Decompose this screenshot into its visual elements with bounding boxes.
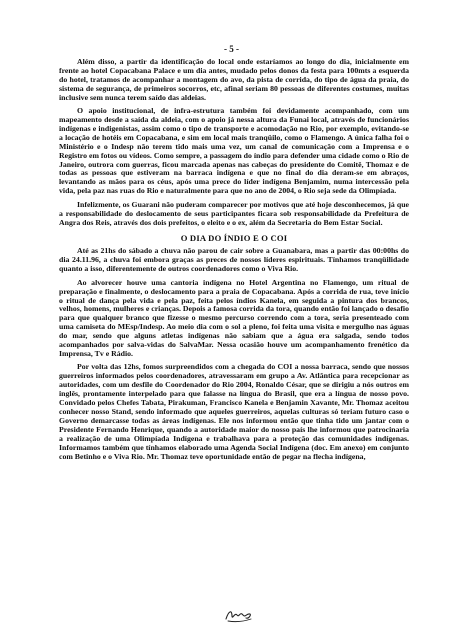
document-body: [59, 58, 409, 466]
page-number: - 5 -: [224, 44, 239, 54]
handwritten-signature: [224, 606, 254, 624]
paragraph-venue-setup: Além disso, a partir da identificação do local onde estaríamos ao longo do dia, inicialmente em frente ao hotel Copacabana Palace e um dia antes, mudado pelos donos da festa para 100mts a esquerda do hotel, tratamos de acompanhar a montagem do avo, da pista de corrida, do tipo de água da praia, do sistema de segurança, de primeiros socorros, etc, afinal seriam 80 pessoas de diferentes costumes, muitas inclusive sem nunca terem saído das aldeias.: [59, 57, 409, 102]
paragraph-guarani-absence: Infelizmente, os Guarani não puderam comparecer por motivos que até hoje desconhecemos, já que a responsabilidade do deslocamento de seus participantes ficara sob responsabilidade da Prefeitura de Angra dos Reis, através dos dois prefeitos, o eleito e o ex, além da Secretaria do Bem Estar Social.: [59, 199, 409, 227]
paragraph-ritual: Ao alvorecer houve uma cantoria indígena no Hotel Argentina no Flamengo, um ritual de preparação e finalmente, o deslocamento para a praia de Copacabana. Após a corrida de rua, teve início o ritual de dança pela vida e pela paz, feita pelos índios Kanela, em seguida a pintura dos brancos, velhos, homens, mulheres e crianças. Depois a famosa corrida da tora, quando então foi lançado o desafio para que qualquer branco que fizesse o mesmo percurso correndo com a tora, seria presenteado com uma camiseta do MEsp/Indesp. Ao meio dia com o sol a pleno, foi feita uma visita e mergulho nas águas do mar, sendo que alguns atletas indígenas não sabiam que a água era salgada, sendo todos acompanhados por salva-vidas do SalvaMar. Nessa ocasião houve um acompanhamento frenético da Imprensa, Tv e Rádio.: [59, 277, 409, 358]
paragraph-institutional-support: O apoio institucional, de infra-estrutura também foi devidamente acompanhado, com um mapeamento desde a saída da aldeia, com o apoio já nessa altura da Funai local, através de funcionários indígenas e indigenistas, assim como o tipo de transporte e acomodação no Rio, por exemplo, evitando-se a locação de hotéis em Copacabana, e sim em local mais tranqüilo, como o Flamengo. A única falha foi o Ministério e o Indesp não terem tido mais uma vez, um canal de comunicação com a Imprensa e o Registro em fotos ou vídeos. Como sempre, a passagem do índio para defender uma cidade como o Rio de Janeiro, outrora com guerras, ficou marcada apenas nas cabeças do presidente do Comitê, Thomaz e de todas as pessoas que estiveram na barraca indígena e que no final do dia deram-se em abraços, levantando as mãos para os céus, após uma prece do líder indígena Benjamim, numa intercessão pela vida, pela paz nas ruas do Rio e naturalmente para que no ano de 2004, o Rio seja sede da Olimpíada.: [59, 106, 409, 196]
paragraph-coi-visit: Por volta das 12hs, fomos surpreendidos com a chegada do COI a nossa barraca, sendo que nossos guerreiros informados pelos coordenadores, atravessaram em grupo a Av. Atlântica para recepcionar as autoridades, com um desfile do Coordenador do Rio 2004, Ronaldo César, que se dirigiu a nós outros em inglês, prontamente interpelado para que falasse na língua do Brasil, que era a língua de nosso povo. Convidado pelos Chefes Tabata, Pirakuman, Francisco Kanela e Benjamin Xavante, Mr. Thomaz aceitou conhecer nosso Stand, sendo informado que aqueles guerreiros, aquelas culturas só teriam futuro caso o Governo demarcasse todas as áreas indígenas. Ele nos informou então que tinha tido um jantar com o Presidente Fernando Henrique, quando a autoridade maior do nosso país lhe informou que patrocinaria a realização de uma Olimpíada Indígena e trabalhava para a proteção das comunidades indígenas. Informamos também que tínhamos elaborado uma Agenda Social Indígena (doc. Em anexo) em conjunto com Betinho e o Viva Rio. Mr. Thomaz teve oportunidade então de pegar na flecha indígena,: [59, 362, 409, 461]
paragraph-rain: Até as 21hs do sábado a chuva não parou de cair sobre a Guanabara, mas a partir das 00:00hs do dia 24.11.96, a chuva foi embora graças as preces de nossos líderes espirituais. Tínhamos tranqüilidade quanto a isso, diferentemente de outros coordenadores como o Viva Rio.: [59, 246, 409, 274]
section-heading: O DIA DO ÍNDIO E O COI: [180, 232, 288, 243]
